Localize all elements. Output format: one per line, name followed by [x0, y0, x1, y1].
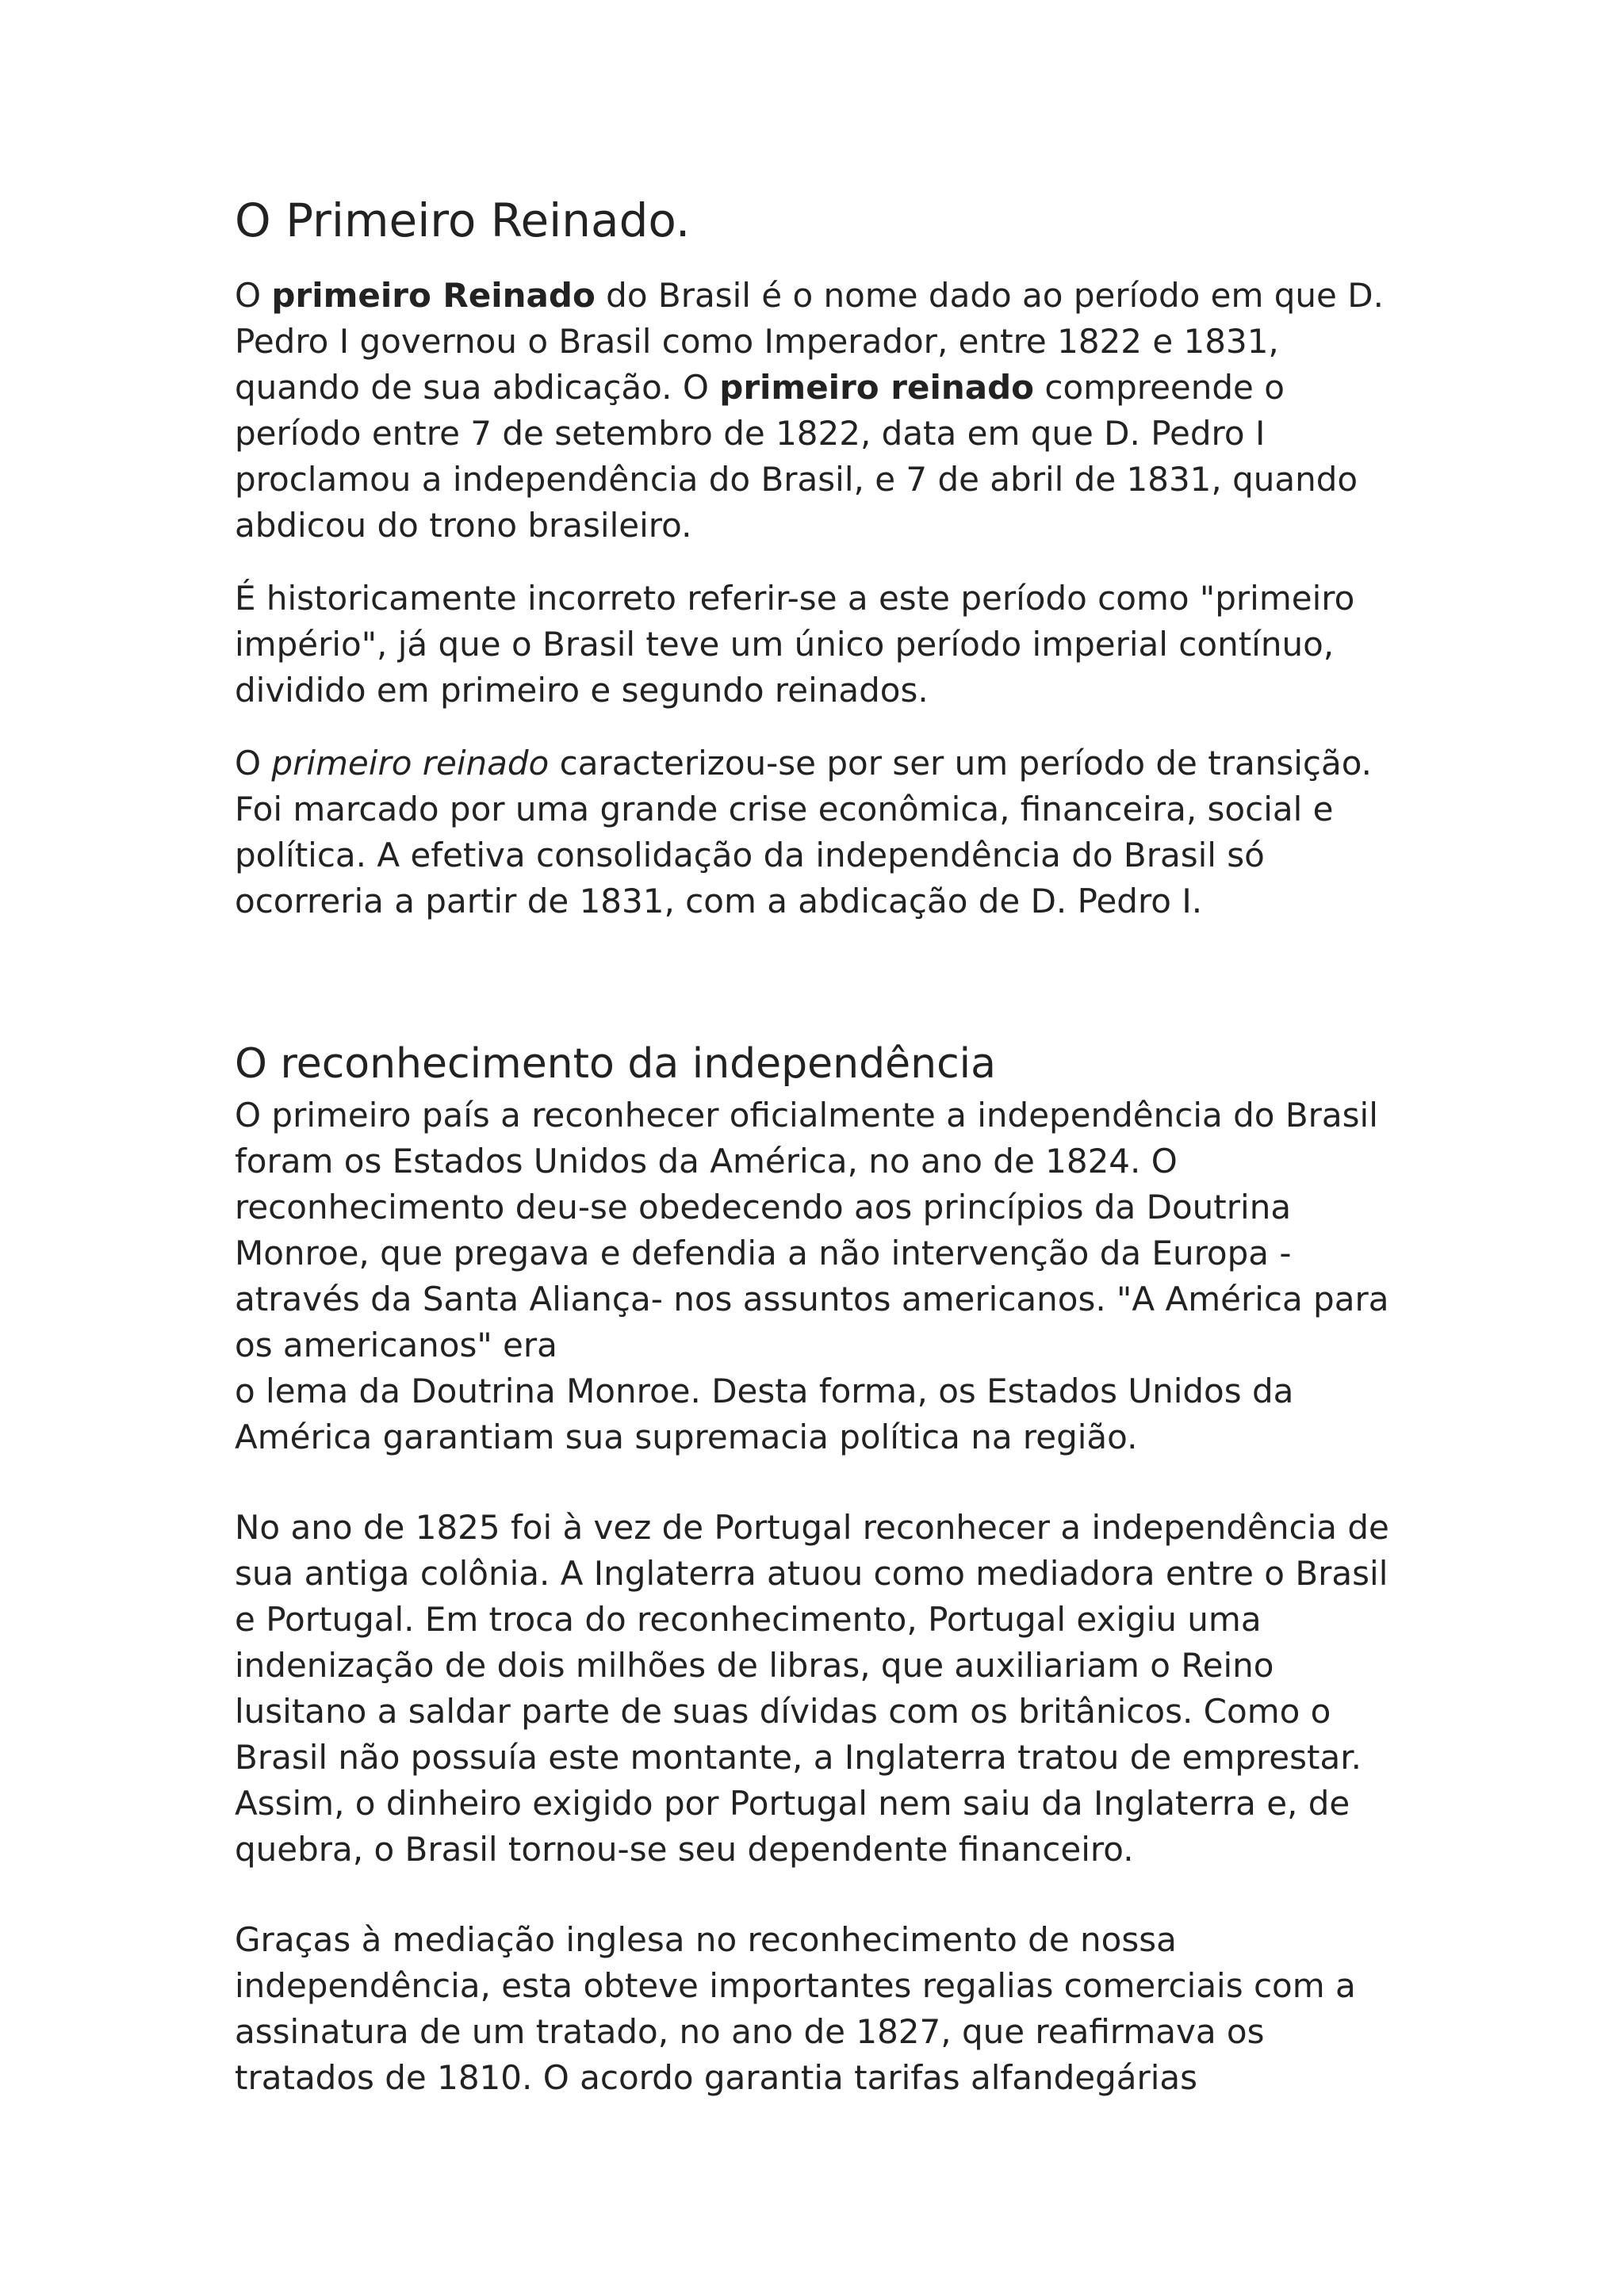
- paragraph-portugal-recognition: [235, 1505, 1408, 1873]
- text-line: É historicamente incorreto referir-se a este período como "primeiro: [235, 579, 1355, 618]
- text-line: através da Santa Aliança- nos assuntos americanos. "A América para: [235, 1280, 1389, 1318]
- text-line: o lema da Doutrina Monroe. Desta forma, os Estados Unidos da: [235, 1372, 1294, 1410]
- text-line: sua antiga colônia. A Inglaterra atuou como mediadora entre o Brasil: [235, 1554, 1388, 1593]
- text-line: assinatura de um tratado, no ano de 1827, que reafirmava os: [235, 2012, 1265, 2051]
- section-title-reconhecimento: O reconhecimento da independência: [235, 1040, 996, 1088]
- text-line: Brasil não possuía este montante, a Inglaterra tratou de emprestar.: [235, 1738, 1362, 1777]
- text-line: os americanos" era: [235, 1326, 557, 1364]
- document-page: [235, 190, 1408, 2101]
- paragraph-english-mediation: [235, 1917, 1408, 2101]
- text-line: Foi marcado por uma grande crise econômica, financeira, social e: [235, 790, 1334, 828]
- text-line: Graças à mediação inglesa no reconhecimento de nossa: [235, 1920, 1177, 1959]
- bold-term: primeiro reinado: [719, 368, 1035, 407]
- text-line: Pedro I governou o Brasil como Imperador, entre 1822 e 1831,: [235, 322, 1279, 361]
- text-line: proclamou a independência do Brasil, e 7 de abril de 1831, quando: [235, 460, 1358, 499]
- paragraph-transition: [235, 740, 1408, 924]
- text-line: lusitano a saldar parte de suas dívidas com os britânicos. Como o: [235, 1692, 1331, 1731]
- text-line: foram os Estados Unidos da América, no ano de 1824. O: [235, 1142, 1178, 1181]
- text-line: Monroe, que pregava e defendia a não intervenção da Europa -: [235, 1234, 1292, 1272]
- text-line: reconhecimento deu-se obedecendo aos princípios da Doutrina: [235, 1188, 1292, 1226]
- text-line: O primeiro Reinado do Brasil é o nome dado ao período em que D.: [235, 276, 1384, 315]
- text-line: ocorreria a partir de 1831, com a abdicação de D. Pedro I.: [235, 882, 1203, 920]
- text-line: quebra, o Brasil tornou-se seu dependente financeiro.: [235, 1830, 1134, 1869]
- text-line: América garantiam sua supremacia política na região.: [235, 1418, 1138, 1456]
- text-line: política. A efetiva consolidação da independência do Brasil só: [235, 836, 1265, 874]
- text-line: indenização de dois milhões de libras, que auxiliariam o Reino: [235, 1646, 1274, 1685]
- text-line: período entre 7 de setembro de 1822, data em que D. Pedro I: [235, 414, 1266, 453]
- italic-term: primeiro reinado: [271, 744, 550, 783]
- paragraph-intro: [235, 273, 1408, 549]
- bold-term: primeiro Reinado: [271, 276, 596, 315]
- text-line: tratados de 1810. O acordo garantia tarifas alfandegárias: [235, 2058, 1198, 2097]
- paragraph-gap: [235, 1460, 1408, 1505]
- text-line: e Portugal. Em troca do reconhecimento, Portugal exigiu uma: [235, 1600, 1262, 1639]
- text-line: No ano de 1825 foi à vez de Portugal reconhecer a independência de: [235, 1508, 1389, 1547]
- text-line: O primeiro país a reconhecer oficialmente a independência do Brasil: [235, 1096, 1378, 1135]
- text-line: dividido em primeiro e segundo reinados.: [235, 671, 929, 710]
- text-line: Assim, o dinheiro exigido por Portugal nem saiu da Inglaterra e, de: [235, 1784, 1350, 1823]
- paragraph-gap: [235, 1873, 1408, 1917]
- text-line: abdicou do trono brasileiro.: [235, 506, 692, 545]
- paragraph-historical-note: [235, 576, 1408, 714]
- text-line: independência, esta obteve importantes regalias comerciais com a: [235, 1966, 1356, 2005]
- text-line: império", já que o Brasil teve um único período imperial contínuo,: [235, 625, 1335, 664]
- paragraph-usa-recognition: [235, 1093, 1408, 1460]
- section-title-primeiro-reinado: O Primeiro Reinado.: [235, 193, 691, 247]
- text-line: quando de sua abdicação. O primeiro reinado compreende o: [235, 368, 1285, 407]
- text-line: O primeiro reinado caracterizou-se por ser um período de transição.: [235, 744, 1373, 783]
